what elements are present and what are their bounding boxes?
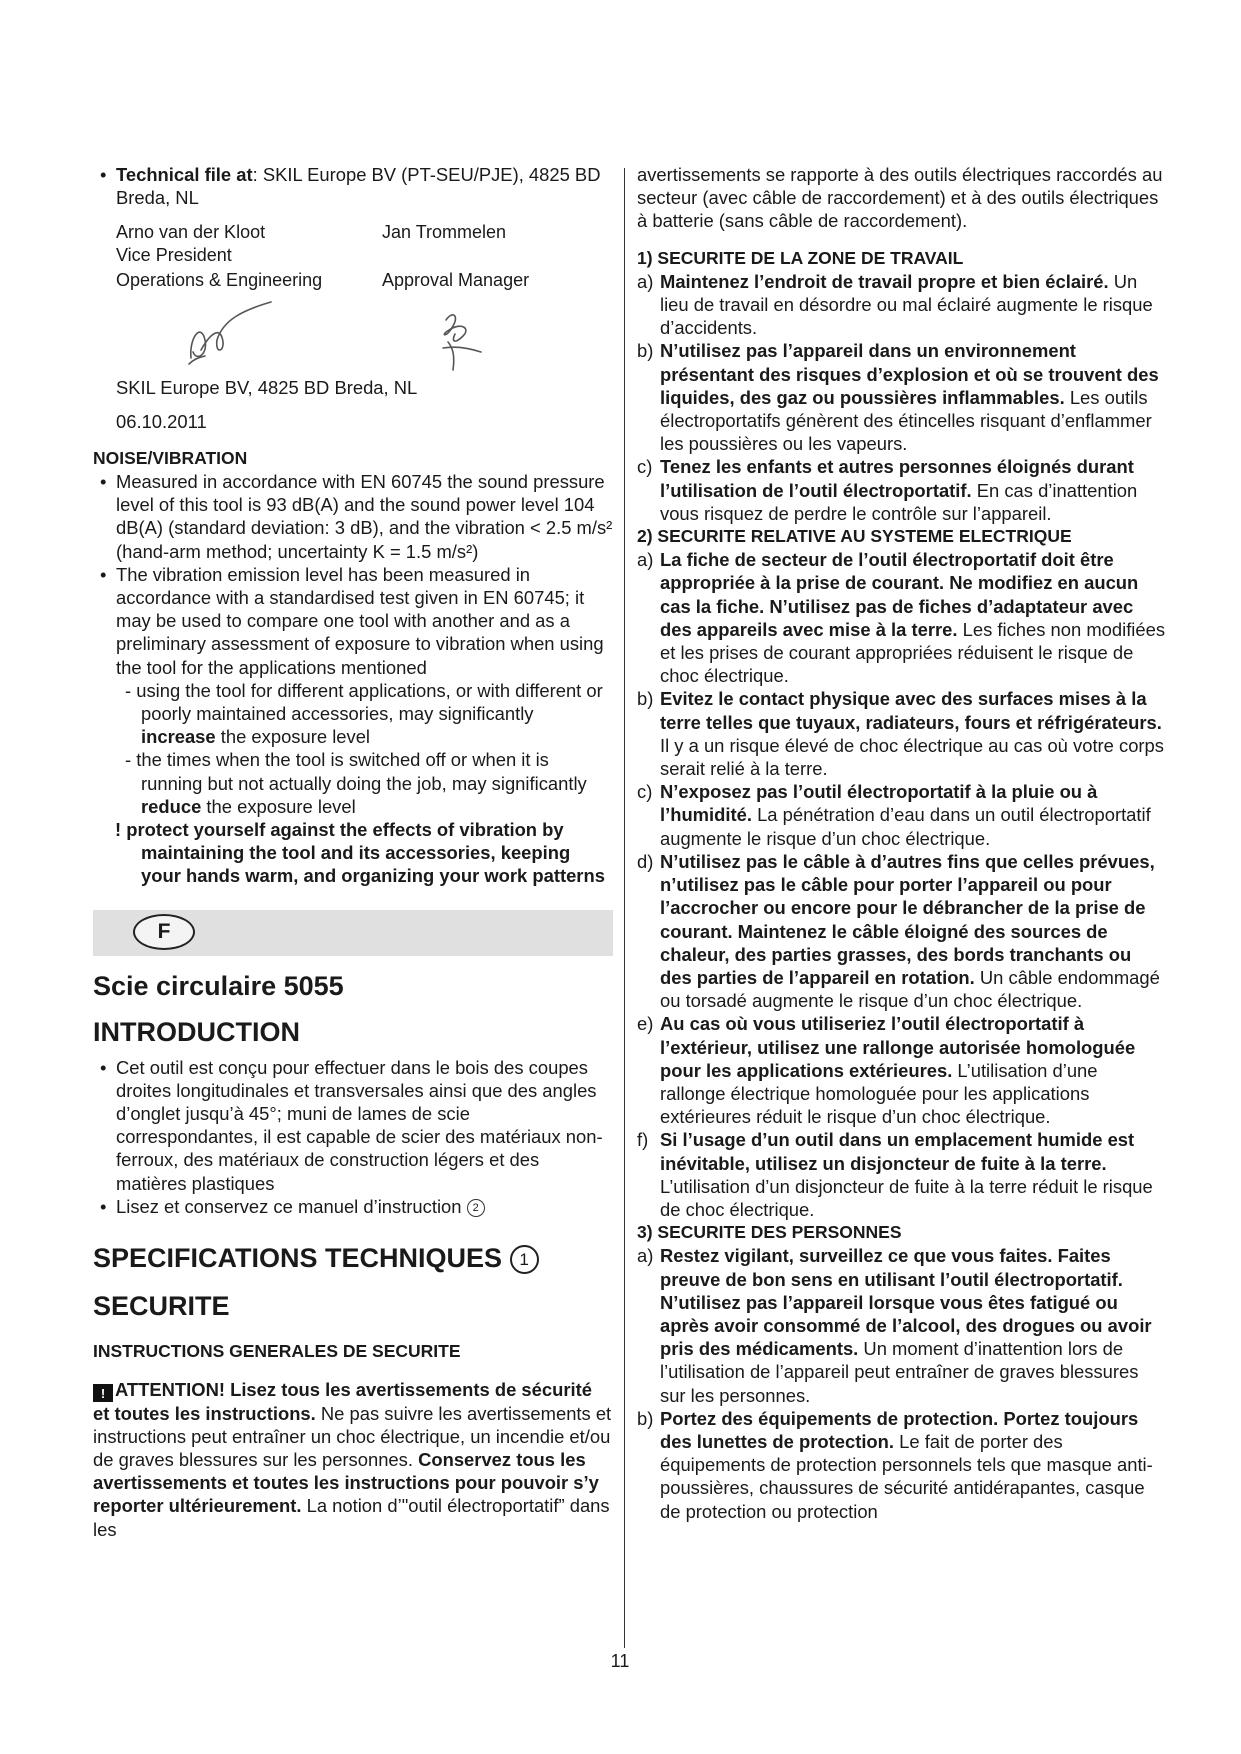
rule-2c [637, 780, 1167, 850]
right-column [637, 163, 1167, 1523]
section-2-heading: 2) SECURITE RELATIVE AU SYSTEME ELECTRIQUE [637, 526, 1072, 547]
attention-paragraph [93, 1378, 613, 1541]
rule-label: b) [637, 1407, 654, 1429]
rule-bold: Restez vigilant, surveillez ce que vous faites. Faites preuve de bon sens en utilisant l’outil électroportatif. N’utilisez pas l’appareil lorsque vous êtes fatigué ou après avoir consommé de l’alcool, des drogues ou avoir pris des médicaments. [660, 1245, 1152, 1360]
rule-bold: Si l’usage d’un outil dans un emplacement humide est inévitable, utilisez un disjoncteur de fuite à la terre. [660, 1129, 1135, 1174]
specifications-heading-text: SPECIFICATIONS TECHNIQUES [93, 1243, 510, 1274]
vibration-warning: ! protect yourself against the effects of vibration by maintaining the tool and its accessories, keeping your hands warm, and organizing your work patterns [115, 819, 605, 887]
figure-ref-2-icon: 2 [467, 1199, 485, 1217]
rule-label: c) [637, 456, 653, 478]
rule-text: En cas d’inattention vous risquez de perdre le contrôle sur l’appareil. [660, 479, 1138, 524]
rule-text: L’utilisation d’une rallonge électrique homologuée pour les applications extérieures réduit le risque d’un choc électrique. [660, 1059, 1098, 1128]
rule-1a [637, 270, 1167, 340]
continued-paragraph: avertissements se rapporte à des outils électriques raccordés au secteur (avec câble de raccordement) et à des outils électriques à batterie (sans câble de raccordement). [637, 164, 1163, 232]
intro-item-2-text: Lisez et conservez ce manuel d’instruction [116, 1195, 467, 1217]
rule-bold: N’exposez pas l’outil électroportatif à la pluie ou à l’humidité. [660, 781, 1098, 826]
attention-text: Ne pas suivre les avertissements et instructions peut entraîner un choc électrique, un incendie et/ou de graves blessures sur les personnes. [93, 1402, 612, 1471]
left-column [93, 163, 613, 1541]
noise-vibration-heading: NOISE/VIBRATION [93, 447, 248, 468]
attention-bold-text: ATTENTION! Lisez tous les avertissements de sécurité et toutes les instructions. [93, 1378, 592, 1424]
technical-file-label: Technical file at [116, 164, 253, 185]
language-banner [93, 910, 613, 956]
introduction-heading: INTRODUCTION [93, 1016, 300, 1047]
signatory-title-row-2 [93, 269, 613, 292]
rule-bold: Tenez les enfants et autres personnes éloignés durant l’utilisation de l’outil électroportatif. [660, 456, 1134, 501]
signatory-names [93, 221, 613, 244]
attention-text-end: La notion d’"outil électroportatif” dans les [93, 1495, 610, 1540]
section-1-heading: 1) SECURITE DE LA ZONE DE TRAVAIL [637, 247, 964, 268]
page-number: 11 [610, 1651, 630, 1671]
company-address: SKIL Europe BV, 4825 BD Breda, NL [116, 377, 418, 399]
rule-text: Un moment d’inattention lors de l’utilisation de l’appareil peut entraîner de graves blessures sur les personnes. [660, 1338, 1139, 1406]
rule-bold: Evitez le contact physique avec des surfaces mises à la terre telles que tuyaux, radiateurs, fours et réfrigérateurs. [660, 688, 1162, 733]
declaration-date: 06.10.2011 [116, 410, 207, 432]
rule-label: c) [637, 781, 653, 803]
rule-label: b) [637, 340, 654, 362]
rule-label: b) [637, 688, 654, 710]
rule-bold: N’utilisez pas le câble à d’autres fins que celles prévues, n’utilisez pas le câble pour porter l’appareil ou pour l’accrocher ou encore pour le débrancher de la prise de courant. Maintenez le câble éloigné des sources de chaleur, des parties grasses, des bords tranchants ou des parties de l’appareil en rotation. [660, 850, 1155, 988]
rule-text: La pénétration d’eau dans un outil électroportatif augmente le risque d’un choc électrique. [660, 804, 1151, 849]
rule-2f [637, 1128, 1167, 1221]
section-3-heading: 3) SECURITE DES PERSONNES [637, 1222, 902, 1243]
signatory-2-name: Jan Trommelen [382, 222, 507, 243]
noise-subitem-2-text: - the times when the tool is switched off or when it is running but not actually doing the job, may significantly [125, 749, 587, 794]
rule-3a [637, 1244, 1167, 1406]
signatory-1-name: Arno van der Kloot [116, 222, 266, 243]
rule-text: Les outils électroportatifs génèrent des étincelles risquant d’enflammer les poussières ou les vapeurs. [660, 386, 1152, 455]
rule-2b [637, 687, 1167, 780]
rule-label: a) [637, 270, 654, 292]
noise-subitem-1-emphasis: increase [141, 726, 216, 748]
technical-file-text: : SKIL Europe BV (PT-SEU/PJE), 4825 BD Breda, NL [116, 164, 601, 209]
product-title: Scie circulaire 5055 [93, 970, 344, 1001]
noise-subitem-1-text: - using the tool for different applications, or with different or poorly maintained accessories, may significantly [125, 679, 603, 725]
rule-label: d) [637, 850, 654, 872]
warning-triangle-icon: ! [93, 1384, 113, 1402]
noise-subitem-2 [93, 748, 613, 818]
rule-text: L’utilisation d’un disjoncteur de fuite à la terre réduit le risque de choc électrique. [660, 1175, 1153, 1220]
rule-1b [637, 339, 1167, 455]
noise-subitem-1-end: the exposure level [215, 726, 371, 748]
rule-bold: Portez des équipements de protection. Portez toujours des lunettes de protection. [660, 1407, 1139, 1452]
signatory-1-title-2: Operations & Engineering [116, 270, 323, 291]
rule-3b [637, 1407, 1167, 1523]
rule-text: Le fait de porter des équipements de protection personnels tels que masque anti-poussières, chaussures de sécurité antidérapantes, casque de protection ou protection [660, 1430, 1153, 1522]
technical-file-item [93, 163, 613, 209]
rule-label: f) [637, 1129, 649, 1151]
intro-item-2 [93, 1195, 613, 1218]
general-safety-heading: INSTRUCTIONS GENERALES DE SECURITE [93, 1341, 461, 1362]
rule-text: Il y a un risque élevé de choc électrique au cas où votre corps serait relié à la terre. [660, 734, 1164, 780]
rule-2a [637, 548, 1167, 687]
signatory-1-title-1: Vice President [116, 245, 232, 266]
specifications-heading [93, 1242, 613, 1274]
rule-1c [637, 455, 1167, 525]
language-letter-icon: F [133, 914, 195, 950]
rule-2d [637, 850, 1167, 1012]
signatures [93, 292, 613, 376]
signatory-title-row-1 [93, 244, 613, 267]
rule-text: Les fiches non modifiées et les prises de courant appropriées réduisent le risque de choc électrique. [660, 618, 1166, 687]
noise-item-2: • The vibration emission level has been measured in accordance with a standardised test given in EN 60745; it may be used to compare one tool with another and as a preliminary assessment of exposure to vibration when using the tool for the applications mentioned [93, 563, 613, 679]
attention-bold-text-2: Conservez tous les avertissements et toutes les instructions pour pouvoir s’y reporter ultérieurement. [93, 1449, 599, 1517]
rule-bold: La fiche de secteur de l’outil électroportatif doit être appropriée à la prise de courant. Ne modifiez en aucun cas la fiche. N’utilisez pas de fiches d’adaptateur avec des appareils avec mise à la terre. [660, 549, 1139, 640]
rule-text: Un lieu de travail en désordre ou mal éclairé augmente le risque d’accidents. [660, 270, 1153, 339]
securite-heading: SECURITE [93, 1291, 230, 1322]
figure-ref-1-icon: 1 [510, 1245, 539, 1274]
rule-2e [637, 1012, 1167, 1128]
noise-item-1: • Measured in accordance with EN 60745 the sound pressure level of this tool is 93 dB(A) and the sound power level 104 dB(A) (standard deviation: 3 dB), and the vibration < 2.5 m/s² (hand-arm method; uncertainty K = 1.5 m/s²) [93, 470, 613, 563]
noise-subitem-1 [93, 679, 613, 749]
rule-label: a) [637, 1245, 654, 1267]
rule-text: Un câble endommagé ou torsadé augmente le risque d’un choc électrique. [660, 966, 1160, 1012]
signatory-2-title: Approval Manager [382, 270, 530, 291]
rule-label: a) [637, 549, 654, 571]
handwritten-signatures [93, 292, 613, 376]
rule-bold: Au cas où vous utiliseriez l’outil électroportatif à l’extérieur, utilisez une rallonge autorisée homologuée pour les applications extérieures. [660, 1013, 1136, 1081]
rule-bold: Maintenez l’endroit de travail propre et bien éclairé. [660, 270, 1109, 292]
noise-subitem-2-emphasis: reduce [141, 795, 202, 817]
rule-bold: N’utilisez pas l’appareil dans un environnement présentant des risques d’explosion et où se trouvent des liquides, des gaz ou poussières inflammables. [660, 340, 1159, 408]
noise-subitem-2-end: the exposure level [201, 795, 356, 817]
column-divider [624, 168, 625, 1648]
intro-item-1: • Cet outil est conçu pour effectuer dans le bois des coupes droites longitudinales et transversales ainsi que des angles d’onglet jusqu’à 45°; muni de lames de scie correspondantes, il est capable de scier des matériaux non-ferroux, des matériaux de construction légers et des matières plastiques [93, 1056, 613, 1195]
rule-label: e) [637, 1013, 654, 1035]
